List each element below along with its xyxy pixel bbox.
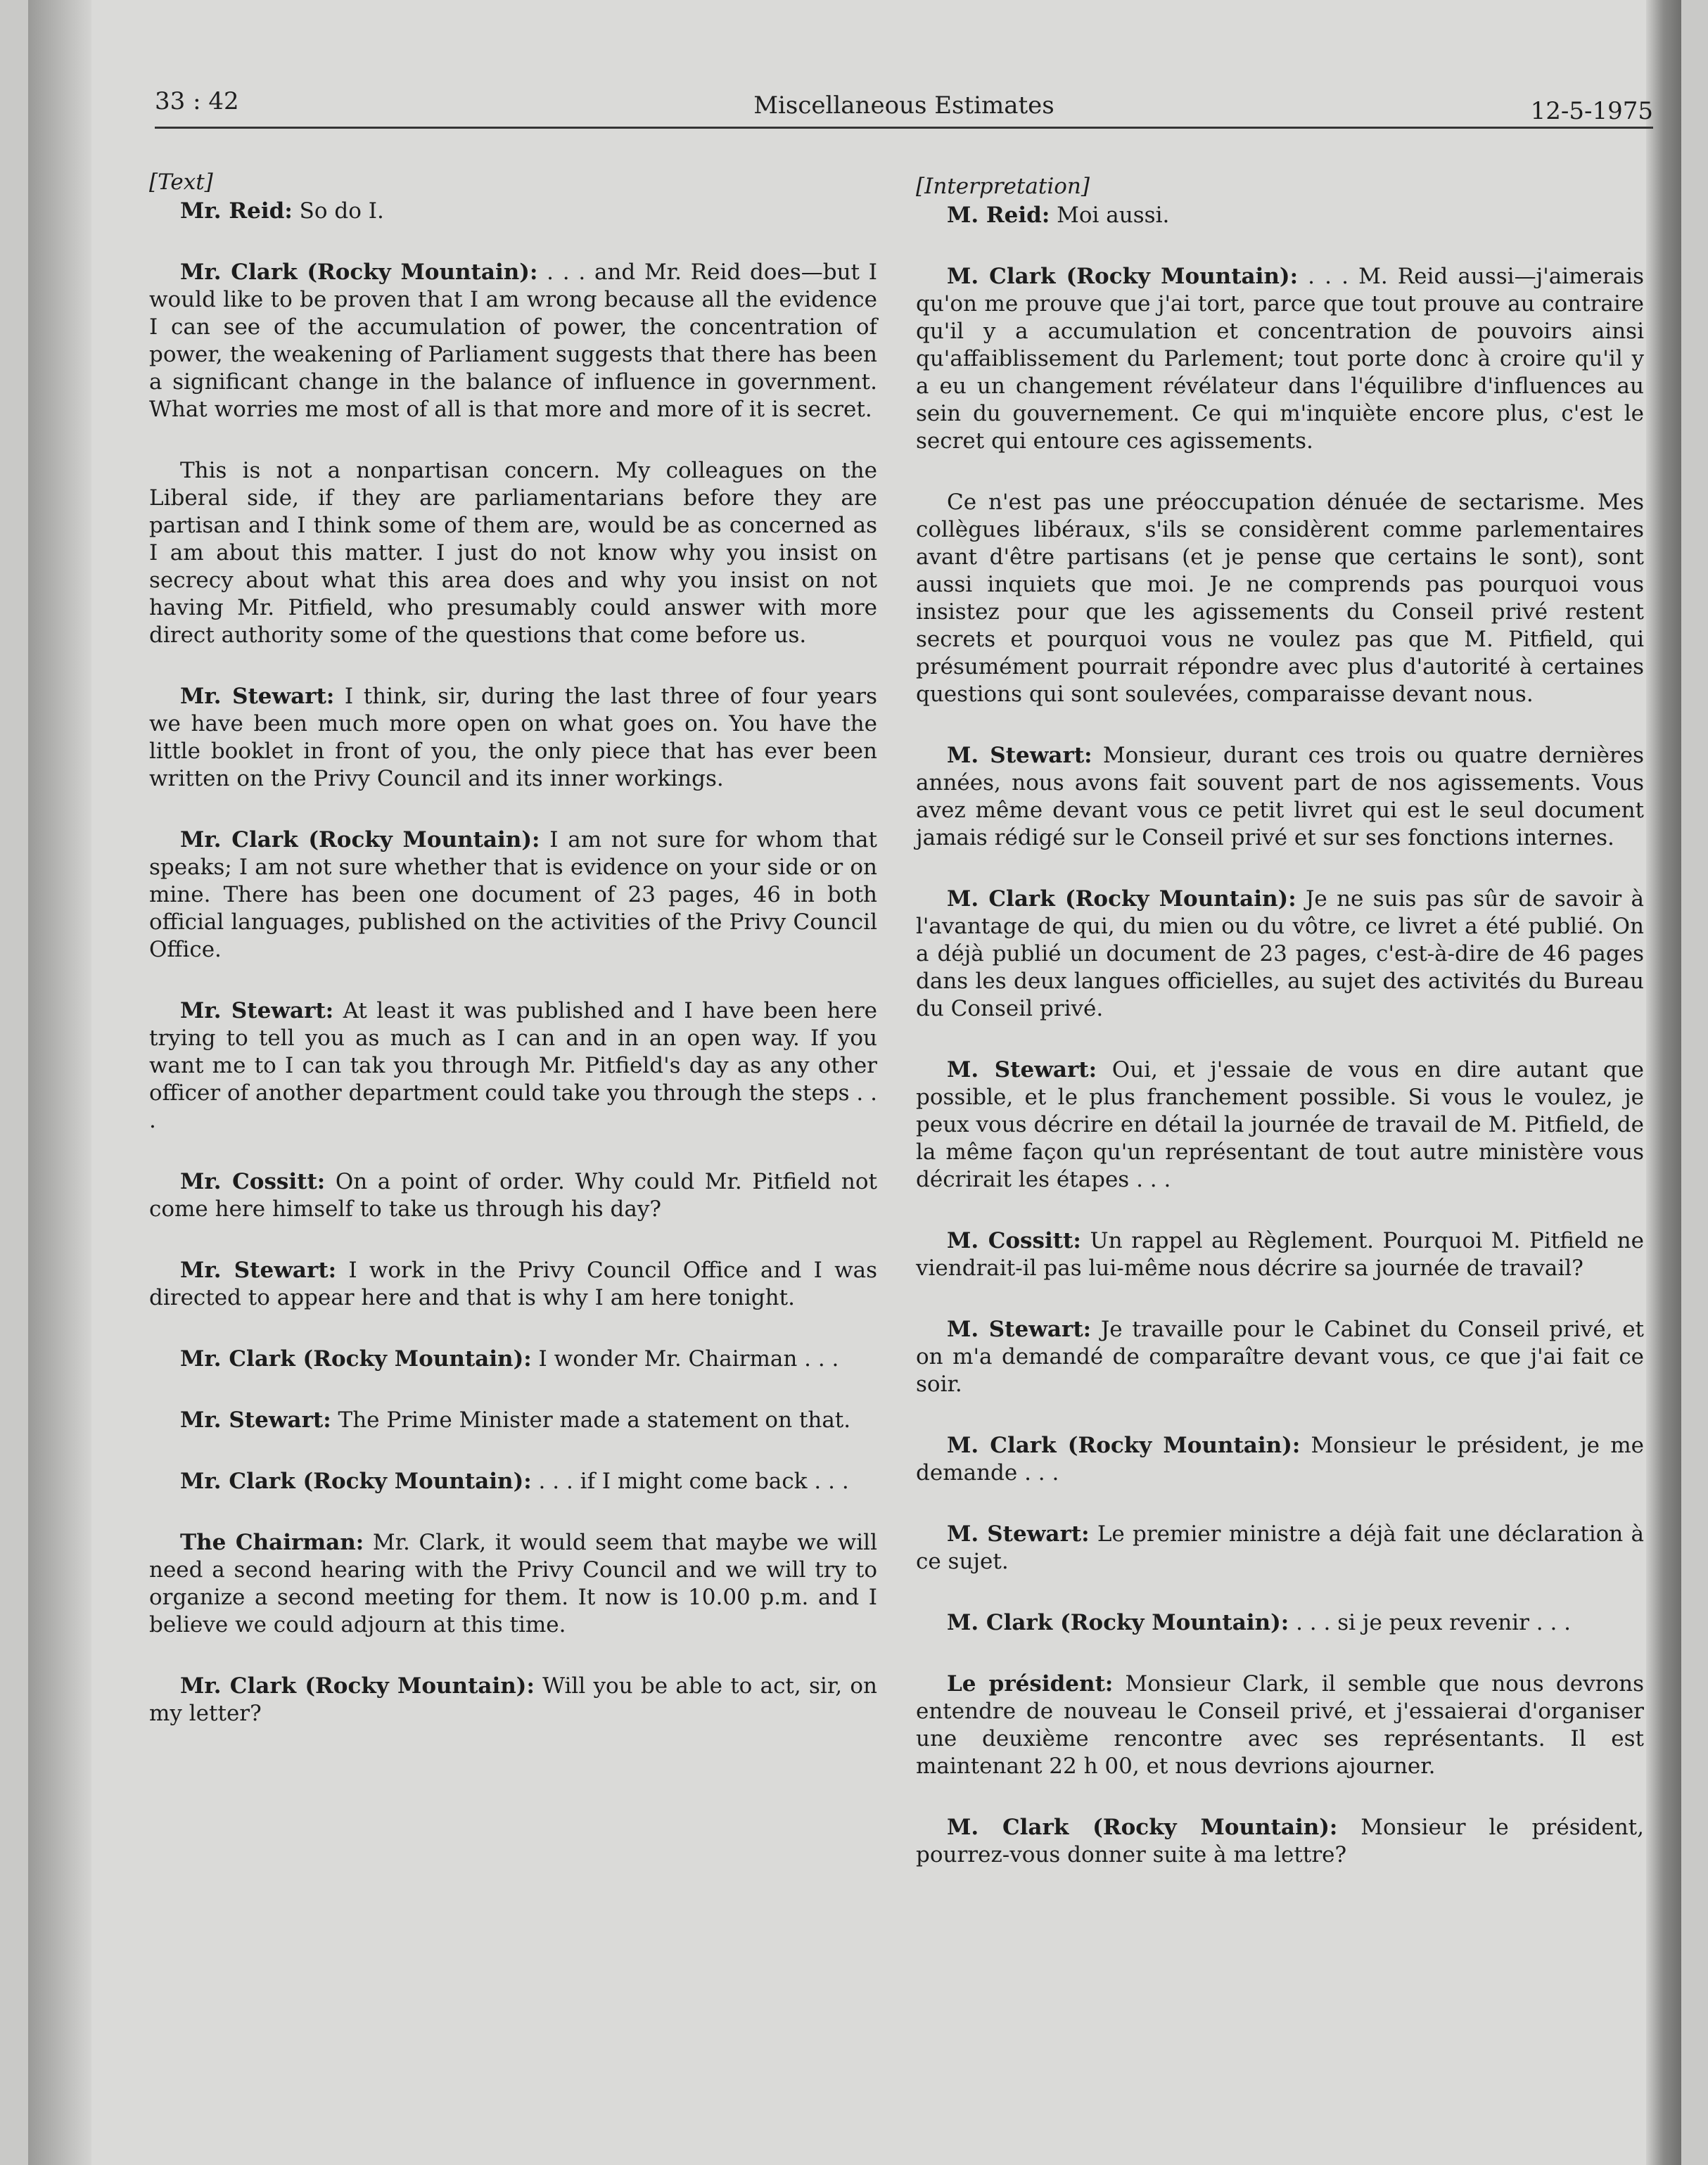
speaker-name: Mr. Stewart: [180,998,334,1023]
transcript-paragraph [916,1609,1644,1637]
transcript-paragraph [916,1432,1644,1487]
speech-text: Je travaille pour le Cabinet du Conseil privé, et on m'a demandé de comparaître devant vous, ce que j'ai fait ce soir. [916,1317,1644,1397]
section-label: [Text] [149,170,213,195]
speech-text: Le premier ministre a déjà fait une déclaration à ce sujet. [916,1521,1644,1574]
speaker-name: Mr. Clark (Rocky Mountain): [180,827,540,852]
speaker-name: M. Cossitt: [947,1228,1081,1253]
transcript-paragraph [916,1227,1644,1282]
speech-text: . . . si je peux revenir . . . [1289,1610,1572,1635]
speaker-name: Mr. Stewart: [180,1407,331,1433]
page-number: 33 : 42 [155,87,239,115]
speaker-name: M. Clark (Rocky Mountain): [947,886,1296,912]
speech-text: Moi aussi. [1050,203,1170,228]
speech-text: . . . and Mr. Reid does—but I would like to be proven that I am wrong because all the evidence I can see of the accumulation of power, the concentration of power, the weakening of Parliament suggests that there has been a significant change in the balance of influence in government. What worries me most of all is that more and more of it is secret. [149,260,877,422]
transcript-paragraph [149,457,877,649]
page-header [155,84,1653,129]
speech-text: Monsieur le président, pourrez-vous donner suite à ma lettre? [916,1815,1644,1867]
speaker-name: Mr. Stewart: [180,684,335,709]
transcript-paragraph [149,1168,877,1223]
speech-text: At least it was published and I have been here trying to tell you as much as I can and in an open way. If you want me to I can tak you through Mr. Pitfield's day as any other officer of another department could take you through the steps . . . [149,998,877,1133]
transcript-paragraph [149,997,877,1135]
speech-text: Ce n'est pas une préoccupation dénuée de sectarisme. Mes collègues libéraux, s'ils se considèrent comme parlementaires avant d'être partisans (et je pense que certains le sont), sont aussi inquiets que moi. Je ne comprends pas pourquoi vous insistez pour que les agissements du Conseil privé restent secrets et pourquoi vous ne voulez pas que M. Pitfield, qui présumément pourrait répondre avec plus d'autorité à certaines questions qui sont soulevées, comparaisse devant nous. [916,490,1644,707]
transcript-paragraph [916,1316,1644,1398]
speech-text: Monsieur le président, je me demande . . . [916,1433,1644,1486]
transcript-paragraph [916,202,1644,229]
speaker-name: Mr. Clark (Rocky Mountain): [180,260,538,285]
speaker-name: Le président: [947,1671,1114,1697]
speaker-name: Mr. Stewart: [180,1258,337,1283]
speaker-name: M. Stewart: [947,743,1092,768]
running-title: Miscellaneous Estimates [753,91,1054,120]
speaker-name: M. Clark (Rocky Mountain): [947,264,1299,289]
speaker-name: M. Clark (Rocky Mountain): [947,1610,1289,1635]
section-label: [Interpretation] [916,174,1090,199]
transcript-paragraph [149,826,877,964]
transcript-paragraph [149,259,877,423]
speech-text: Monsieur, durant ces trois ou quatre dernières années, nous avons fait souvent part de nos agissements. Vous avez même devant vous ce petit livret qui est le seul document jamais rédigé sur le Conseil privé et sur ses fonctions internes. [916,743,1644,850]
transcript-paragraph [149,1673,877,1727]
transcript-paragraph [149,1529,877,1639]
english-column [149,169,877,1761]
transcript-paragraph [149,1468,877,1495]
speech-text: . . . if I might come back . . . [531,1469,849,1494]
speech-text: Un rappel au Règlement. Pourquoi M. Pitfield ne viendrait-il pas lui-même nous décrire sa journée de travail? [916,1228,1644,1281]
speaker-name: M. Stewart: [947,1521,1090,1547]
speaker-name: M. Reid: [947,203,1050,228]
speaker-name: Mr. Clark (Rocky Mountain): [180,1673,535,1699]
french-paragraphs [916,202,1644,1869]
transcript-paragraph [916,1056,1644,1194]
speaker-name: M. Clark (Rocky Mountain): [947,1815,1338,1840]
speech-text: I think, sir, during the last three of four years we have been much more open on what goes on. You have the little booklet in front of you, the only piece that has ever been written on the Privy Council and its inner workings. [149,684,877,791]
speaker-name: Mr. Reid: [180,198,293,224]
speech-text: Oui, et j'essaie de vous en dire autant que possible, et le plus franchement possible. Si vous le voulez, je peux vous décrire en détail la journée de travail de M. Pitfield, de la même façon qu'un représentant de tout autre ministère vous décrirait les étapes . . . [916,1057,1644,1192]
speaker-name: Mr. Cossitt: [180,1169,326,1194]
transcript-paragraph [149,1346,877,1373]
speech-text: Mr. Clark, it would seem that maybe we will need a second hearing with the Privy Council and we will try to organize a second meeting for them. It now is 10.00 p.m. and I believe we could adjourn at this time. [149,1530,877,1637]
speech-text: This is not a nonpartisan concern. My colleagues on the Liberal side, if they are parliamentarians before they are partisan and I think some of them are, would be as concerned as I am about this matter. I just do not know why you insist on secrecy about what this area does and why you insist on not having Mr. Pitfield, who presumably could answer with more direct authority some of the questions that come before us. [149,458,877,648]
transcript-paragraph [916,1521,1644,1576]
speech-text: Monsieur Clark, il semble que nous devrons entendre de nouveau le Conseil privé, et j'essaierai d'organiser une deuxième rencontre avec ses représentants. Il est maintenant 22 h 00, et nous devrions ajourner. [916,1671,1644,1779]
speaker-name: Mr. Clark (Rocky Mountain): [180,1346,532,1372]
speech-text: So do I. [292,198,384,224]
transcript-paragraph [916,263,1644,455]
speaker-name: Mr. Clark (Rocky Mountain): [180,1469,532,1494]
transcript-paragraph [916,886,1644,1023]
speech-text: . . . M. Reid aussi—j'aimerais qu'on me prouve que j'ai tort, parce que tout prouve au contraire qu'il y a accumulation et concentration de pouvoirs ainsi qu'affaiblissement du Parlement; tout porte donc à croire qu'il y a eu un changement révélateur dans l'équilibre d'influences au sein du gouvernement. Ce qui m'inquiète encore plus, c'est le secret qui entoure ces agissements. [916,264,1644,454]
transcript-paragraph [916,489,1644,708]
speaker-name: M. Stewart: [947,1057,1097,1082]
page [28,0,1681,2165]
transcript-paragraph [916,1814,1644,1869]
speaker-name: M. Clark (Rocky Mountain): [947,1433,1301,1458]
transcript-paragraph [916,1671,1644,1780]
issue-date: 12-5-1975 [1530,97,1653,125]
speech-text: I work in the Privy Council Office and I was directed to appear here and that is why I am here tonight. [149,1258,877,1310]
speech-text: I wonder Mr. Chairman . . . [531,1346,839,1372]
transcript-paragraph [149,1407,877,1434]
page-edge [1646,0,1681,2165]
transcript-paragraph [149,1257,877,1312]
french-column [916,173,1644,1903]
speech-text: I am not sure for whom that speaks; I am not sure whether that is evidence on your side or on mine. There has been one document of 23 pages, 46 in both official languages, published on the activities of the Privy Council Office. [149,827,877,962]
speech-text: Will you be able to act, sir, on my letter? [149,1673,877,1726]
speech-text: Je ne suis pas sûr de savoir à l'avantage de qui, du mien ou du vôtre, ce livret a été publié. On a déjà publié un document de 23 pages, c'est-à-dire de 46 pages dans les deux langues officielles, au sujet des activités du Bureau du Conseil privé. [916,886,1644,1021]
english-paragraphs [149,198,877,1727]
transcript-paragraph [916,742,1644,852]
speech-text: The Prime Minister made a statement on that. [331,1407,851,1433]
binding-shadow [28,0,91,2165]
speaker-name: M. Stewart: [947,1317,1092,1342]
transcript-paragraph [149,683,877,793]
speech-text: On a point of order. Why could Mr. Pitfield not come here himself to take us through his day? [149,1169,878,1222]
speaker-name: The Chairman: [180,1530,364,1555]
transcript-paragraph [149,198,877,225]
